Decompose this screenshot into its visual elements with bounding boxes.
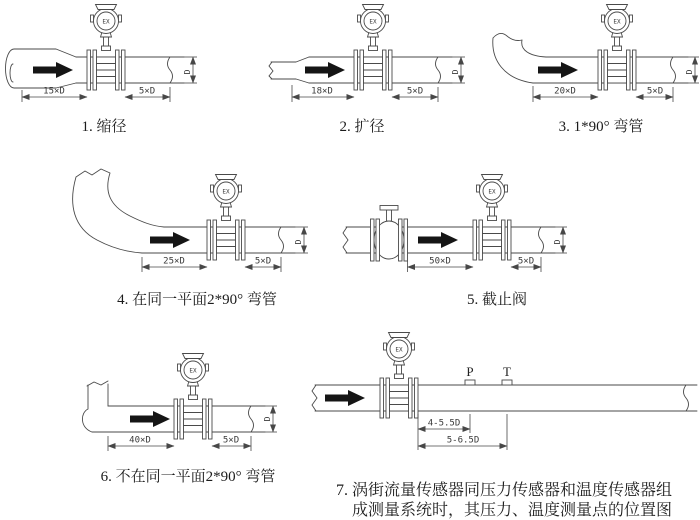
diagram-6-double-bend-out-of-plane <box>82 354 277 486</box>
flow-meter <box>207 175 245 261</box>
diameter-label: D <box>451 69 460 75</box>
flow-meter <box>174 354 212 440</box>
ex-label: EX <box>395 346 403 354</box>
temperature-tap <box>502 380 512 385</box>
diagram-3-single-bend <box>493 5 699 136</box>
flow-meter <box>598 5 636 91</box>
upstream-dimension <box>533 86 598 102</box>
caption-2: 2. 扩径 <box>339 119 385 135</box>
diameter-label: D <box>685 69 694 75</box>
ex-label: EX <box>613 18 621 26</box>
downstream-dimension <box>125 87 170 103</box>
flow-meter <box>87 5 125 91</box>
diameter-label: D <box>553 239 562 245</box>
flow-direction-arrow-icon <box>538 62 578 78</box>
ex-label: EX <box>369 18 377 26</box>
caption-4: 4. 在同一平面2*90° 弯管 <box>117 292 277 308</box>
diameter-label: D <box>263 416 272 422</box>
dim-label: 15×D <box>43 86 65 97</box>
caption-1: 1. 缩径 <box>81 119 127 135</box>
upstream-dimension <box>408 257 474 273</box>
downstream-dimension <box>245 257 281 273</box>
pipe <box>92 406 265 432</box>
diagram-7-pt-measuring-points <box>312 333 697 520</box>
temperature-point-label: T <box>503 364 511 379</box>
dim-label: 40×D <box>129 435 151 446</box>
diameter-label: D <box>294 239 303 245</box>
pipe <box>76 57 184 83</box>
caption-5: 5. 截止阀 <box>466 292 528 308</box>
flow-direction-arrow-icon <box>305 62 345 78</box>
downstream-dimension <box>636 87 673 103</box>
dim-label: 50×D <box>429 256 451 267</box>
caption-7-line1: 7. 涡街流量传感器同压力传感器和温度传感器组 <box>335 482 673 499</box>
ex-label: EX <box>488 188 496 196</box>
caption-6: 6. 不在同一平面2*90° 弯管 <box>100 469 276 485</box>
flow-direction-arrow-icon <box>150 232 190 248</box>
ex-label: EX <box>222 188 230 196</box>
diameter-dimension <box>451 57 465 83</box>
diameter-dimension <box>183 57 197 83</box>
flow-meter <box>380 333 418 419</box>
dim-label: 5×D <box>406 86 424 97</box>
dim-label: 5-6.5D <box>446 435 480 446</box>
pressure-point-label: P <box>466 364 474 379</box>
pressure-tap <box>465 380 475 385</box>
diagram-4-double-bend-same-plane <box>73 169 308 308</box>
dim-label: 5×D <box>254 256 272 267</box>
pipe-vertical-inlet <box>82 381 108 432</box>
diameter-dimension <box>294 227 308 253</box>
dim-label: 5×D <box>517 256 535 267</box>
flow-direction-arrow-icon <box>418 232 458 248</box>
dim-label: 5×D <box>646 86 664 97</box>
ex-label: EX <box>102 18 110 26</box>
stop-valve <box>371 206 408 262</box>
diagram-5-stop-valve <box>343 175 567 309</box>
downstream-dimension <box>392 87 438 103</box>
flow-direction-arrow-icon <box>325 390 365 406</box>
dim-label: 18×D <box>311 86 333 97</box>
diameter-label: D <box>183 69 192 75</box>
upstream-dimension <box>22 87 87 103</box>
diagram-2-expander <box>269 5 465 136</box>
flow-meter <box>473 175 511 261</box>
caption-3: 3. 1*90° 弯管 <box>558 119 644 135</box>
upstream-dimension <box>292 85 354 102</box>
pipe-elbow-inlet <box>493 33 546 83</box>
dim-label: 20×D <box>554 86 576 97</box>
flow-meter <box>354 5 392 91</box>
downstream-dimension <box>511 257 541 273</box>
dim-label: 25×D <box>163 256 185 267</box>
diameter-dimension <box>263 406 277 432</box>
diagram-1-reducer <box>6 5 198 136</box>
downstream-dimension <box>212 436 251 452</box>
dim-label: 5×D <box>138 86 156 97</box>
caption-7-line2: 成测量系统时，其压力、温度测量点的位置图 <box>351 502 673 519</box>
ex-label: EX <box>189 367 197 375</box>
diameter-dimension <box>685 57 699 83</box>
diameter-dimension <box>553 227 567 253</box>
pipe-expander-inlet <box>269 57 309 83</box>
pipe <box>312 385 697 411</box>
upstream-dimension <box>108 436 174 452</box>
flow-direction-arrow-icon <box>33 62 73 78</box>
dim-label: 5×D <box>222 435 240 446</box>
flow-direction-arrow-icon <box>130 411 170 427</box>
upstream-dimension <box>142 257 207 273</box>
dim-label: 4-5.5D <box>427 418 461 429</box>
